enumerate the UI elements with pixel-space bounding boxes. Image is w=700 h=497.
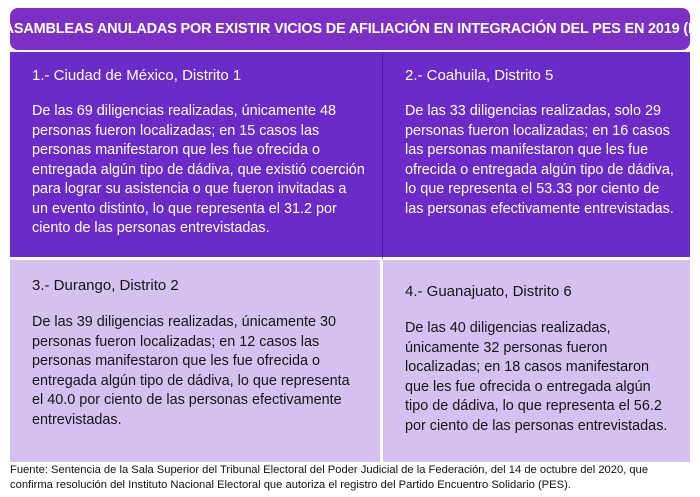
- card-text: De las 40 diligencias realizadas, únicamente 32 personas fueron localizadas; en 18 casos manifestaron que les fue ofrecida o entregada algún tipo de dádiva, lo que representa el 56.2 por ciento de las personas entrevistadas.: [405, 320, 668, 434]
- card-ciudad-de-mexico: [10, 52, 383, 260]
- page-title: ASAMBLEAS ANULADAS POR EXISTIR VICIOS DE AFILIACIÓN EN INTEGRACIÓN DEL PES EN 2019 (I): [3, 21, 697, 37]
- assemblies-grid: [10, 52, 690, 462]
- card-coahuila: [383, 52, 690, 260]
- source-footnote: Fuente: Sentencia de la Sala Superior del Tribunal Electoral del Poder Judicial de la Federación, del 14 de octubre del 2020, que confirma resolución del Instituto Nacional Electoral que autoriza el registro del Partido Encuentro Solidario (PES).: [10, 464, 649, 491]
- card-guanajuato: [383, 260, 690, 462]
- card-text: De las 39 diligencias realizadas, únicamente 30 personas fueron localizadas; en 12 casos las personas manifestaron que les fue ofrecida o entregada algún tipo de dádiva, lo que representa el 40.0 por ciento de las personas efectivamente entrevistadas.: [32, 314, 350, 428]
- card-text: De las 69 diligencias realizadas, únicamente 48 personas fueron localizadas; en 15 casos las personas manifestaron que les fue ofrecida o entregada algún tipo de dádiva, que existió coerción para lograr su asistencia o que fueron invitadas a un evento distinto, lo que representa el 31.2 por ciento de las personas entrevistadas.: [32, 103, 365, 236]
- card-heading: 3.- Durango, Distrito 2: [32, 277, 179, 294]
- card-heading: 1.- Ciudad de México, Distrito 1: [32, 67, 242, 84]
- card-heading: 4.- Guanajuato, Distrito 6: [405, 283, 572, 300]
- card-text: De las 33 diligencias realizadas, solo 29 personas fueron localizadas; en 16 casos las personas manifestaron que les fue ofrecida o entregada algún tipo de dádiva, lo que representa el 53.33 por ciento de las personas efectivamente entrevistadas.: [405, 103, 674, 217]
- card-heading: 2.- Coahuila, Distrito 5: [405, 67, 554, 84]
- title-banner: [3, 8, 697, 50]
- card-durango: [10, 260, 383, 462]
